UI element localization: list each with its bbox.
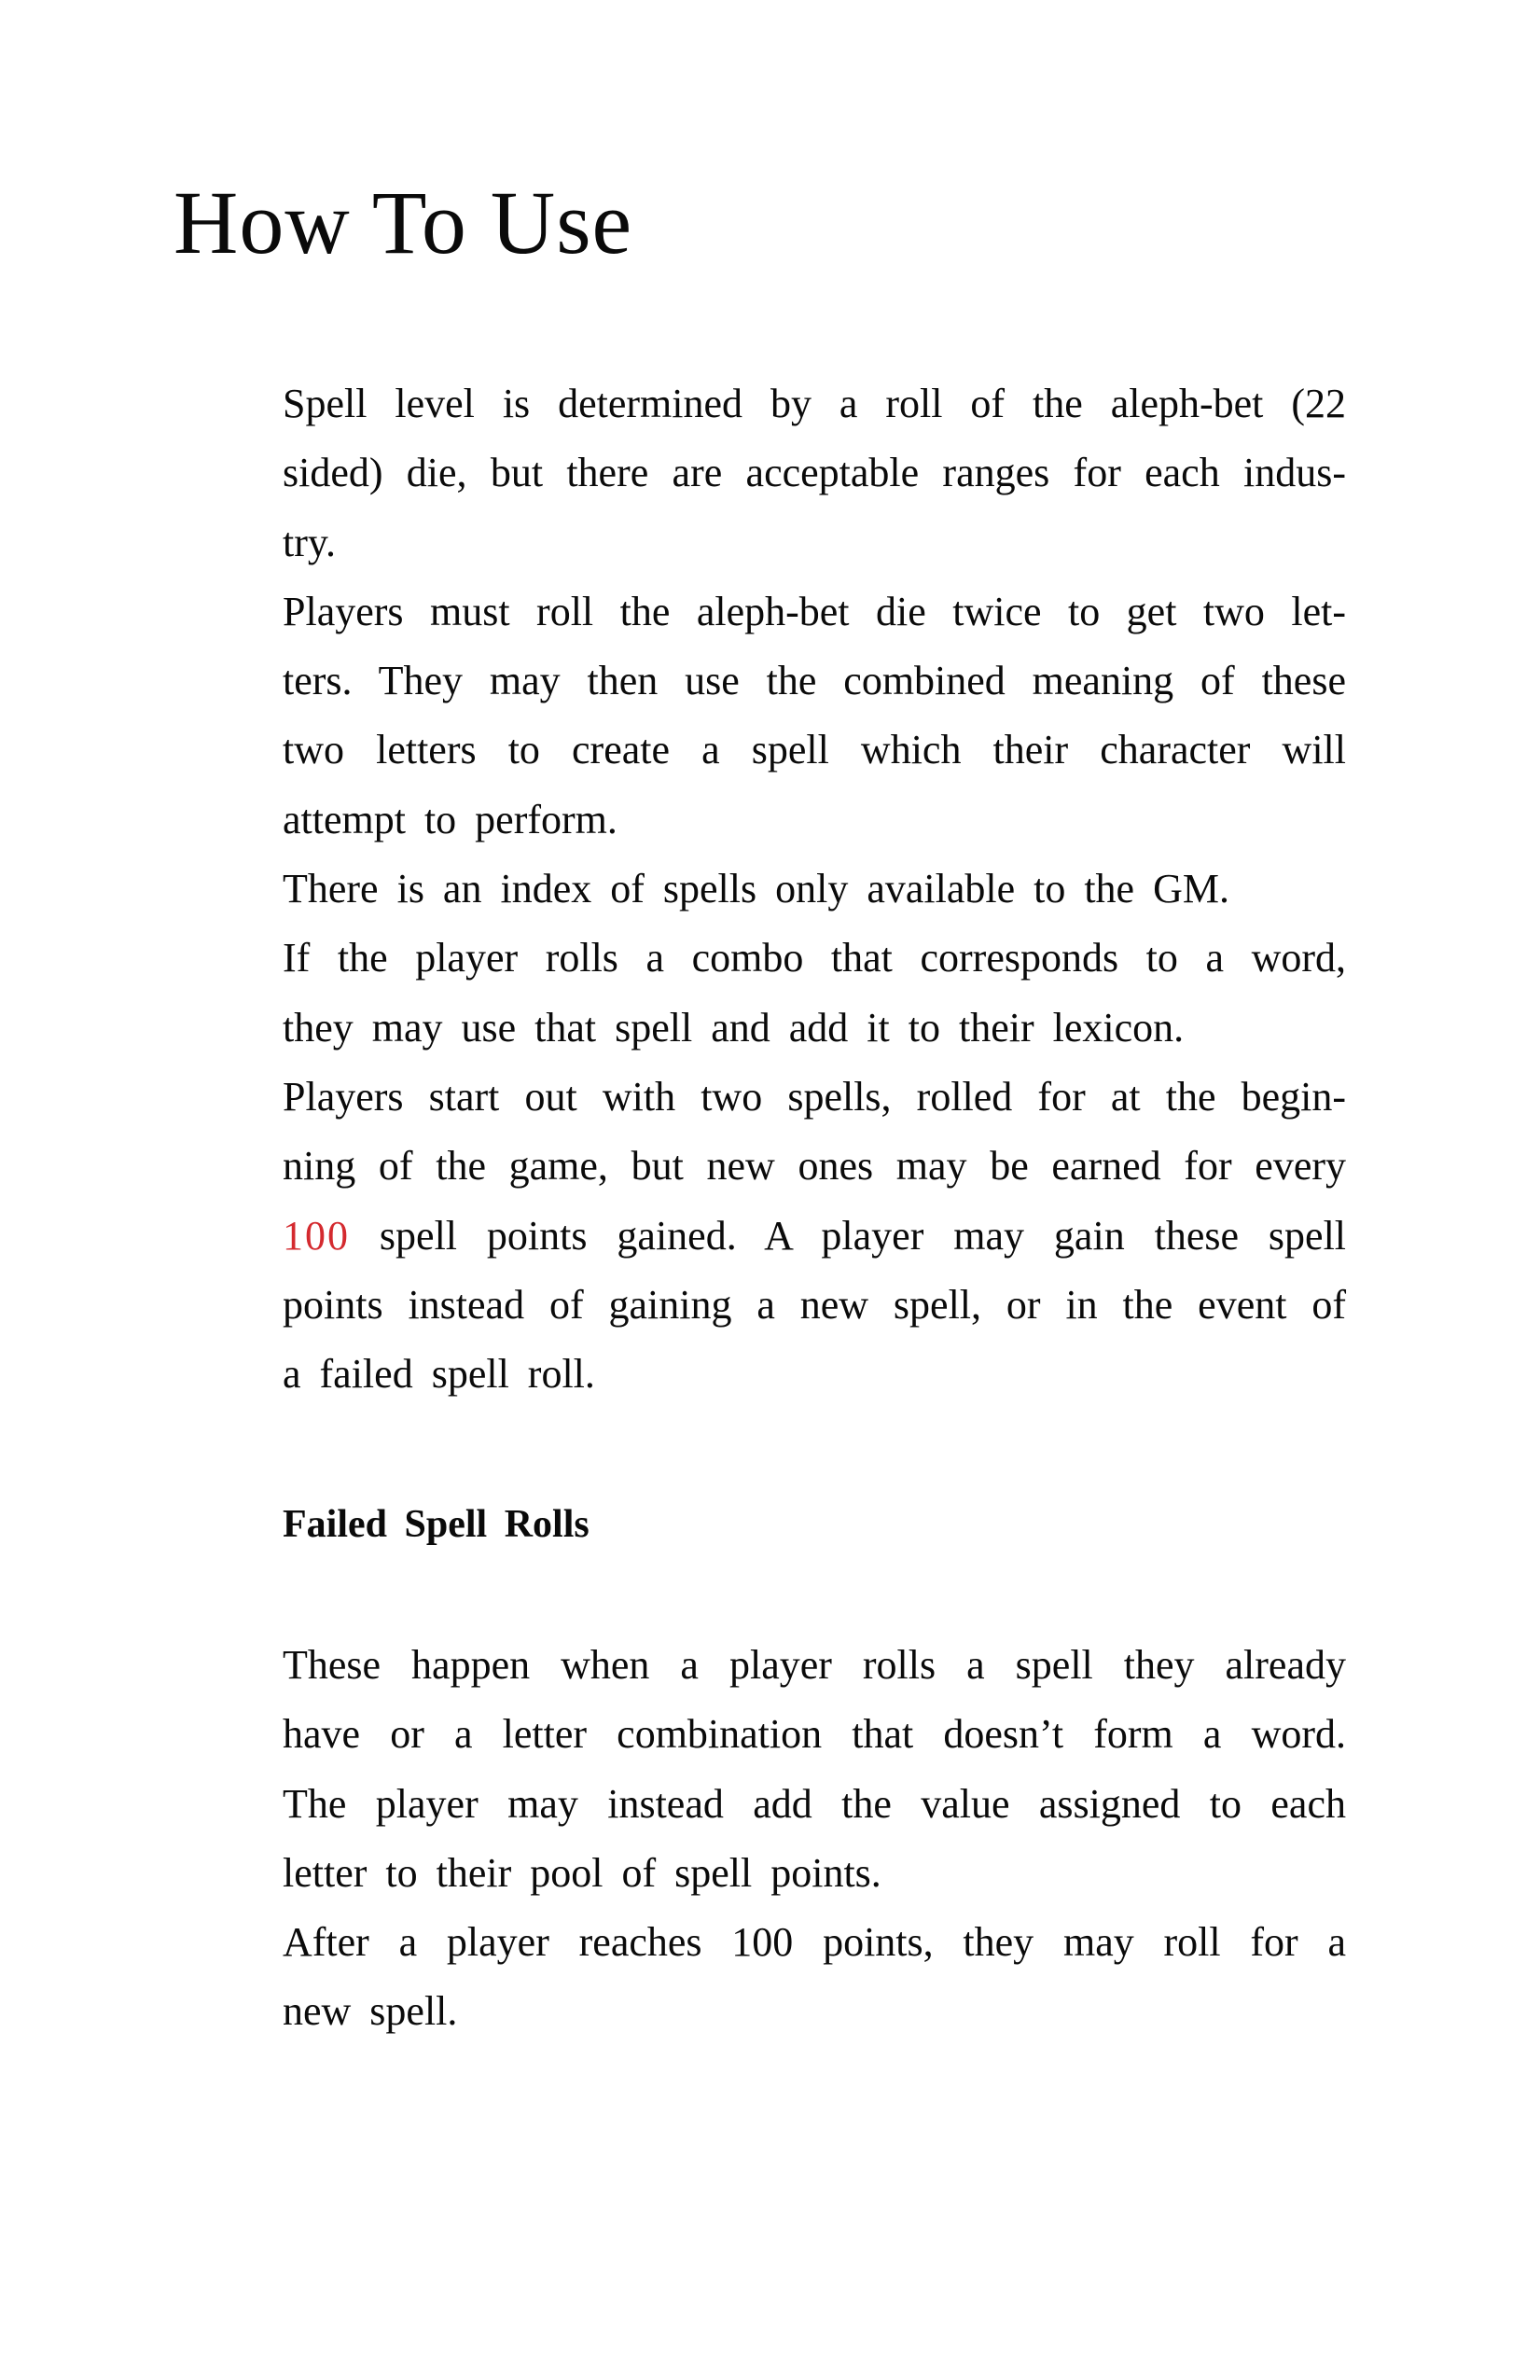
- body-line: new spell.: [283, 1988, 458, 2035]
- body-line: a failed spell roll.: [283, 1351, 595, 1398]
- body-line: have or a letter combination that doesn’t form a word.: [283, 1711, 1346, 1758]
- how-to-use-body: [283, 369, 1346, 1409]
- body-line: Spell level is determined by a roll of the aleph-bet (22: [283, 381, 1346, 426]
- highlighted-number: 100: [283, 1212, 350, 1259]
- failed-spell-rolls-body: [283, 1631, 1346, 2047]
- body-line: After a player reaches 100 points, they may roll for a: [283, 1919, 1346, 1966]
- body-line: Players must roll the aleph-bet die twice to get two let-: [283, 588, 1346, 634]
- body-line: sided) die, but there are acceptable ranges for each indus-: [283, 450, 1346, 496]
- body-line: attempt to perform.: [283, 796, 617, 842]
- body-line: These happen when a player rolls a spell they already: [283, 1642, 1346, 1688]
- body-line: they may use that spell and add it to their lexicon.: [283, 1004, 1185, 1051]
- body-line: ters. They may then use the combined meaning of these: [283, 658, 1346, 704]
- body-line: points instead of gaining a new spell, or in the event of: [283, 1281, 1346, 1328]
- body-line: letter to their pool of spell points.: [283, 1849, 881, 1896]
- body-line: There is an index of spells only available to the GM.: [283, 866, 1229, 912]
- body-line-text: spell points gained. A player may gain these spell: [379, 1212, 1347, 1259]
- body-line: ning of the game, but new ones may be earned for every: [283, 1143, 1346, 1190]
- body-line: two letters to create a spell which their character will: [283, 727, 1346, 773]
- body-line: Players start out with two spells, rolled for at the begin-: [283, 1073, 1346, 1120]
- page-title: How To Use: [173, 173, 633, 272]
- body-line: If the player rolls a combo that corresponds to a word,: [283, 935, 1346, 981]
- body-line: try.: [283, 519, 337, 565]
- body-line-with-highlight: [283, 1202, 1346, 1271]
- body-line: The player may instead add the value assigned to each: [283, 1780, 1346, 1827]
- section-heading-failed-spell-rolls: Failed Spell Rolls: [283, 1503, 590, 1546]
